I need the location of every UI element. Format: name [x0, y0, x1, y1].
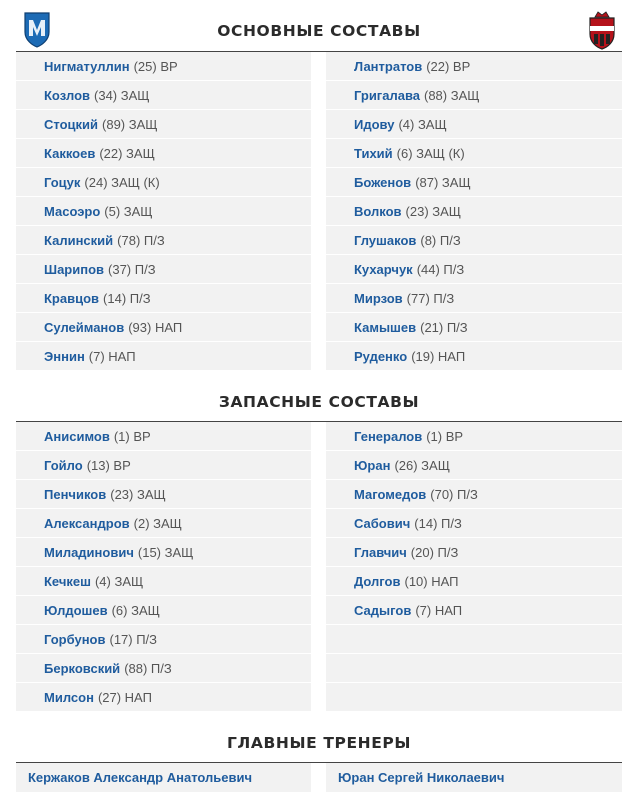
- khimki-crest-icon: [588, 10, 616, 55]
- player-number-position: (15) ЗАЩ: [137, 544, 194, 560]
- player-name[interactable]: Идову: [354, 116, 395, 132]
- player-row[interactable]: [16, 538, 311, 567]
- player-number-position: (24) ЗАЩ (К): [84, 174, 160, 190]
- player-number-position: (88) П/З: [124, 660, 172, 676]
- player-name[interactable]: Волков: [354, 203, 402, 219]
- player-name[interactable]: Кравцов: [44, 290, 100, 306]
- player-number-position: (1) ВР: [113, 428, 151, 444]
- player-row[interactable]: [16, 313, 311, 342]
- player-number-position: (25) ВР: [133, 58, 178, 74]
- player-number-position: (21) П/З: [420, 319, 468, 335]
- player-name[interactable]: Миладинович: [44, 544, 134, 560]
- player-name[interactable]: Эннин: [44, 348, 85, 364]
- player-row[interactable]: [16, 451, 311, 480]
- player-number-position: (88) ЗАЩ: [424, 87, 480, 103]
- player-number-position: (13) ВР: [86, 457, 131, 473]
- player-row[interactable]: [16, 81, 311, 110]
- player-row[interactable]: [326, 284, 622, 313]
- player-number-position: (37) П/З: [108, 261, 156, 277]
- player-number-position: (4) ЗАЩ: [398, 116, 447, 132]
- player-number-position: (27) НАП: [97, 689, 152, 705]
- player-row[interactable]: [326, 168, 622, 197]
- player-row[interactable]: [16, 625, 311, 654]
- player-row[interactable]: [16, 52, 311, 81]
- player-number-position: (8) П/З: [420, 232, 461, 248]
- player-row[interactable]: [326, 451, 622, 480]
- player-name[interactable]: Мирзов: [354, 290, 403, 306]
- player-number-position: (87) ЗАЩ: [415, 174, 471, 190]
- substitutes-title: ЗАПАСНЫЕ СОСТАВЫ: [218, 393, 420, 411]
- player-name[interactable]: Магомедов: [354, 486, 427, 502]
- player-number-position: (89) ЗАЩ: [102, 116, 158, 132]
- player-name[interactable]: Садыгов: [354, 602, 412, 618]
- player-number-position: (19) НАП: [411, 348, 466, 364]
- player-number-position: (23) ЗАЩ: [110, 486, 166, 502]
- player-number-position: (20) П/З: [410, 544, 459, 560]
- player-row[interactable]: [16, 110, 311, 139]
- player-row[interactable]: [326, 422, 622, 451]
- empty-row: [326, 654, 622, 683]
- player-name[interactable]: Горбунов: [44, 631, 106, 647]
- player-row[interactable]: [16, 255, 311, 284]
- player-row[interactable]: [326, 567, 622, 596]
- player-row[interactable]: [16, 342, 311, 371]
- player-row[interactable]: [326, 52, 622, 81]
- player-name[interactable]: Пенчиков: [44, 486, 107, 502]
- player-row[interactable]: [326, 255, 622, 284]
- player-name[interactable]: Анисимов: [44, 428, 110, 444]
- home-starting-list: [16, 52, 311, 371]
- player-number-position: (23) ЗАЩ: [405, 203, 461, 219]
- player-name[interactable]: Гоцук: [44, 174, 81, 190]
- player-row[interactable]: [326, 197, 622, 226]
- player-number-position: (14) П/З: [414, 515, 462, 531]
- player-number-position: (10) НАП: [404, 573, 459, 589]
- away-starting-list: [326, 52, 622, 371]
- player-number-position: (26) ЗАЩ: [394, 457, 450, 473]
- player-name[interactable]: Стоцкий: [44, 116, 99, 132]
- player-name[interactable]: Сулейманов: [44, 319, 125, 335]
- player-name[interactable]: Юран: [354, 457, 391, 473]
- player-row[interactable]: [16, 139, 311, 168]
- player-row[interactable]: [16, 683, 311, 712]
- player-row[interactable]: [16, 596, 311, 625]
- player-name[interactable]: Григалава: [354, 87, 420, 103]
- player-number-position: (14) П/З: [103, 290, 151, 306]
- player-number-position: (22) ВР: [426, 58, 471, 74]
- player-name[interactable]: Тихий: [354, 145, 393, 161]
- player-row[interactable]: [16, 480, 311, 509]
- player-name[interactable]: Калинский: [44, 232, 114, 248]
- player-number-position: (77) П/З: [406, 290, 455, 306]
- player-number-position: (4) ЗАЩ: [94, 573, 144, 589]
- player-row[interactable]: [16, 654, 311, 683]
- player-name[interactable]: Масоэро: [44, 203, 101, 219]
- player-row[interactable]: [326, 139, 622, 168]
- player-number-position: (70) П/З: [430, 486, 478, 502]
- player-row[interactable]: [326, 110, 622, 139]
- player-name[interactable]: Юлдошев: [44, 602, 108, 618]
- player-number-position: (78) П/З: [117, 232, 165, 248]
- player-name[interactable]: Сабович: [354, 515, 411, 531]
- home-coach[interactable]: Кержаков Александр Анатольевич: [16, 763, 311, 792]
- player-name[interactable]: Руденко: [354, 348, 408, 364]
- player-row[interactable]: [326, 81, 622, 110]
- player-row[interactable]: [326, 509, 622, 538]
- player-name[interactable]: Кухарчук: [354, 261, 413, 277]
- player-row[interactable]: [16, 197, 311, 226]
- player-name[interactable]: Долгов: [354, 573, 401, 589]
- player-row[interactable]: [16, 168, 311, 197]
- player-name[interactable]: Шарипов: [44, 261, 105, 277]
- player-name[interactable]: Берковский: [44, 660, 121, 676]
- player-row[interactable]: [326, 342, 622, 371]
- player-name[interactable]: Каккоев: [44, 145, 96, 161]
- player-number-position: (1) ВР: [426, 428, 464, 444]
- player-name[interactable]: Генералов: [354, 428, 423, 444]
- away-coach[interactable]: Юран Сергей Николаевич: [326, 763, 622, 792]
- player-row[interactable]: [326, 480, 622, 509]
- player-name[interactable]: Боженов: [354, 174, 412, 190]
- player-row[interactable]: [16, 567, 311, 596]
- player-number-position: (6) ЗАЩ: [111, 602, 160, 618]
- home-subs-list: [16, 422, 311, 712]
- player-row[interactable]: [326, 596, 622, 625]
- player-name[interactable]: Кечкеш: [44, 573, 91, 589]
- player-name[interactable]: Глушаков: [354, 232, 417, 248]
- player-row[interactable]: [16, 509, 311, 538]
- player-name[interactable]: Главчич: [354, 544, 407, 560]
- away-subs-list: [326, 422, 622, 712]
- player-number-position: (17) П/З: [109, 631, 158, 647]
- player-number-position: (93) НАП: [128, 319, 183, 335]
- player-name[interactable]: Александров: [44, 515, 130, 531]
- player-row[interactable]: [16, 422, 311, 451]
- player-number-position: (22) ЗАЩ: [99, 145, 155, 161]
- player-name[interactable]: Гойло: [44, 457, 83, 473]
- player-number-position: (7) НАП: [88, 348, 136, 364]
- player-number-position: (44) П/З: [416, 261, 465, 277]
- empty-row: [326, 625, 622, 654]
- player-number-position: (34) ЗАЩ: [94, 87, 150, 103]
- player-name[interactable]: Камышев: [354, 319, 417, 335]
- starting-lineups-title: ОСНОВНЫЕ СОСТАВЫ: [217, 22, 421, 40]
- player-row[interactable]: [16, 226, 311, 255]
- player-number-position: (5) ЗАЩ: [104, 203, 153, 219]
- coaches-title: ГЛАВНЫЕ ТРЕНЕРЫ: [226, 734, 412, 752]
- empty-row: [326, 683, 622, 712]
- player-number-position: (7) НАП: [415, 602, 463, 618]
- player-name[interactable]: Нигматуллин: [44, 58, 130, 74]
- player-row[interactable]: [326, 226, 622, 255]
- player-name[interactable]: Милсон: [44, 689, 94, 705]
- player-name[interactable]: Лантратов: [354, 58, 423, 74]
- player-row[interactable]: [326, 538, 622, 567]
- player-number-position: (6) ЗАЩ (К): [396, 145, 465, 161]
- player-number-position: (2) ЗАЩ: [133, 515, 182, 531]
- player-row[interactable]: [16, 284, 311, 313]
- player-row[interactable]: [326, 313, 622, 342]
- player-name[interactable]: Козлов: [44, 87, 91, 103]
